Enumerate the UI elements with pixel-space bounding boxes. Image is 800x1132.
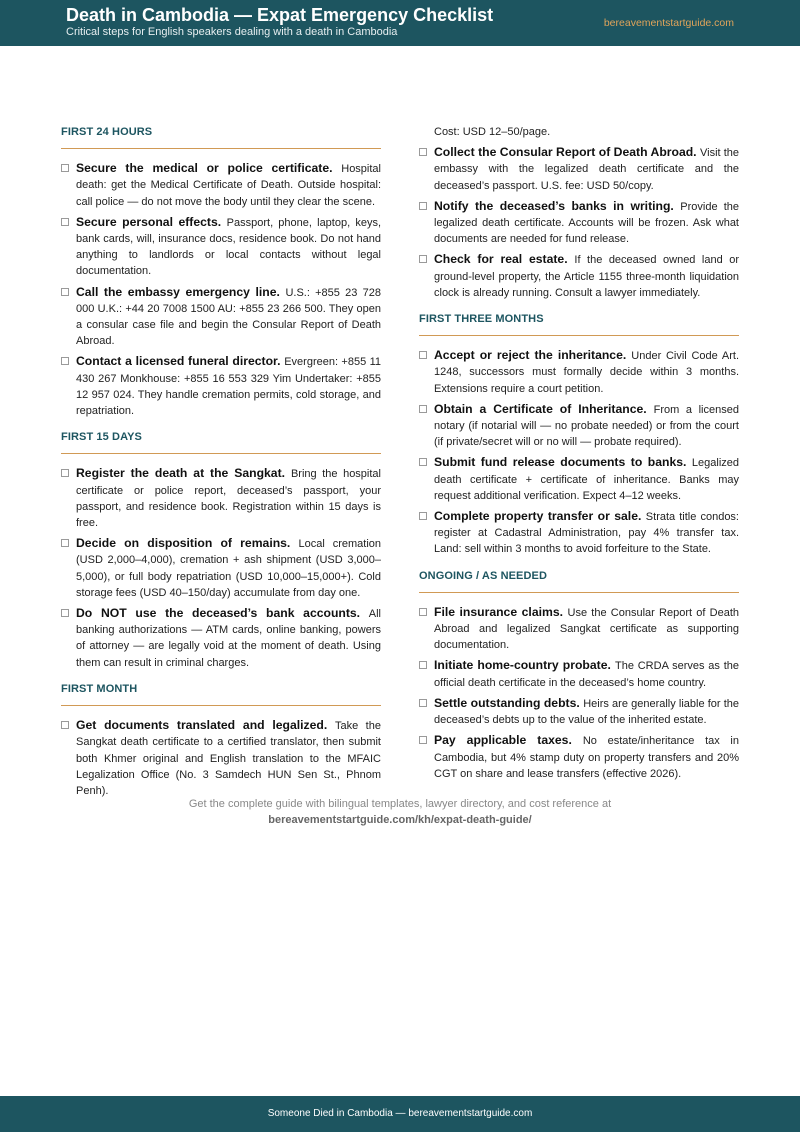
checklist-item	[419, 251, 739, 301]
item-description: Bring the hospital certificate or police report, deceased’s passport, your passport, and residence book. Registration within 15 days is free.	[76, 468, 381, 530]
checkbox[interactable]	[419, 699, 427, 707]
checklist-item	[61, 717, 381, 799]
checklist-item	[61, 160, 381, 210]
item-description: Legalized death certificate + certificate of inheritance. Banks may request additional verification. Expect 4–12 weeks.	[434, 457, 739, 502]
footer-text: Someone Died in Cambodia — bereavementstartguide.com	[267, 1108, 533, 1119]
checkbox[interactable]	[419, 512, 427, 520]
checklist-item	[419, 508, 739, 558]
guide-link[interactable]: bereavementstartguide.com/kh/expat-death-guide/	[268, 814, 532, 826]
item-description: Take the Sangkat death certificate to a certified translator, then submit both Khmer original and English translation to the MFAIC Legalization Office (No. 3 Samdech HUN Sen St., Phnom Penh).	[76, 720, 381, 797]
checkbox[interactable]	[61, 288, 69, 296]
checkbox[interactable]	[419, 255, 427, 263]
checklist-item	[419, 454, 739, 504]
checkbox[interactable]	[419, 405, 427, 413]
checklist-item	[61, 605, 381, 671]
item-title: Get documents translated and legalized.	[76, 718, 335, 733]
checkbox[interactable]	[61, 721, 69, 729]
checkbox[interactable]	[61, 609, 69, 617]
item-description-continued: Cost: USD 12–50/page.	[434, 126, 551, 138]
checkbox[interactable]	[61, 469, 69, 477]
checklist-item	[61, 535, 381, 601]
checkbox[interactable]	[61, 164, 69, 172]
checklist-item	[419, 198, 739, 248]
item-description: The CRDA serves as the official death certificate in the deceased’s home country.	[434, 660, 739, 689]
section-heading-first-three-months: FIRST THREE MONTHS	[419, 311, 739, 336]
checkbox[interactable]	[419, 608, 427, 616]
item-title: Call the embassy emergency line.	[76, 284, 286, 299]
checklist-item	[61, 214, 381, 280]
item-title: Register the death at the Sangkat.	[76, 466, 291, 481]
checklist-item	[419, 657, 739, 690]
section-heading-first-15-days: FIRST 15 DAYS	[61, 429, 381, 454]
left-column	[61, 124, 381, 803]
item-description: Heirs are generally liable for the deceased’s debts up to the value of the inherited estate.	[434, 697, 739, 727]
item-description: From a licensed notary (if notarial will — no probate needed) or from the court (if private/secret will or no will — probate required).	[434, 403, 739, 449]
item-description: U.S.: +855 23 728 000 U.K.: +44 20 7008 1500 AU: +855 23 266 500. They open a consular case file and begin the Consular Report of Death Abroad.	[76, 286, 381, 348]
item-title: Notify the deceased’s banks in writing.	[434, 198, 681, 213]
item-title: Do NOT use the deceased’s bank accounts.	[76, 606, 369, 621]
item-description: Visit the embassy with the legalized death certificate and the deceased’s passport. U.S. fee: USD 50/copy.	[434, 147, 739, 192]
item-description: If the deceased owned land or ground-level property, the Article 1155 three-month liquidation clock is already running. Consult a lawyer immediately.	[434, 254, 739, 299]
checklist-item	[419, 695, 739, 728]
item-title: Accept or reject the inheritance.	[434, 348, 632, 363]
checkbox[interactable]	[419, 148, 427, 156]
item-title: Complete property transfer or sale.	[434, 509, 646, 524]
checkbox[interactable]	[419, 202, 427, 210]
item-description: Provide the legalized death certificate. Accounts will be frozen. Ask what documents are needed for fund release.	[434, 200, 739, 246]
item-description: Strata title condos: register at Cadastral Administration, pay 4% transfer tax. Land: sell within 3 months to avoid forfeiture to the State.	[434, 511, 739, 556]
item-title: Settle outstanding debts.	[434, 695, 584, 710]
item-title: Obtain a Certificate of Inheritance.	[434, 401, 654, 416]
header-bar	[0, 0, 800, 46]
checklist-item	[419, 144, 739, 194]
item-description: All banking authorizations — ATM cards, online banking, powers of attorney — are legally void at the moment of death. Using them can result in criminal charges.	[76, 608, 381, 669]
guide-callout-text: Get the complete guide with bilingual templates, lawyer directory, and cost reference at	[188, 798, 612, 810]
item-title: Decide on disposition of remains.	[76, 536, 299, 551]
checklist-item	[419, 347, 739, 397]
item-title: File insurance claims.	[434, 604, 568, 619]
item-title: Initiate home-country probate.	[434, 658, 615, 673]
checkbox[interactable]	[419, 458, 427, 466]
section-heading-ongoing: ONGOING / AS NEEDED	[419, 568, 739, 593]
item-title: Secure the medical or police certificate.	[76, 161, 342, 176]
item-description: Evergreen: +855 11 430 267 Monkhouse: +855 16 553 329 Yim Undertaker: +855 12 957 024. They handle cremation permits, cold storage, and repatriation.	[76, 356, 381, 418]
item-title: Pay applicable taxes.	[434, 733, 583, 748]
checklist-item	[61, 353, 381, 419]
site-link[interactable]: bereavementstartguide.com	[603, 17, 734, 29]
item-description: Under Civil Code Art. 1248, successors must formally decide within 3 months. Extensions require a court petition.	[434, 350, 739, 395]
checklist-item	[61, 465, 381, 531]
footer-bar	[0, 1096, 800, 1132]
section-heading-first-month: FIRST MONTH	[61, 681, 381, 706]
item-title: Secure personal effects.	[76, 214, 227, 229]
checkbox[interactable]	[419, 661, 427, 669]
checklist-item	[61, 284, 381, 350]
checkbox[interactable]	[61, 218, 69, 226]
item-title: Collect the Consular Report of Death Abroad.	[434, 145, 701, 160]
item-description: Passport, phone, laptop, keys, bank cards, will, insurance docs, residence book. Do not hand anything to landlords or local contacts without legal documentation.	[76, 216, 382, 278]
checklist-item	[419, 732, 739, 782]
item-title: Contact a licensed funeral director.	[76, 354, 285, 369]
page-subtitle: Critical steps for English speakers dealing with a death in Cambodia	[66, 26, 398, 38]
item-description: Local cremation (USD 2,000–4,000), cremation + ash shipment (USD 3,000–5,000), or full body repatriation (USD 10,000–15,000+). Cold storage fees (USD 40–150/day) accumulate from day one.	[76, 538, 382, 599]
checklist-item	[419, 604, 739, 654]
right-column	[419, 124, 739, 786]
item-title: Check for real estate.	[434, 252, 575, 267]
item-description: No estate/inheritance tax in Cambodia, but 4% stamp duty on property transfers and 20% CGT on share and lease transfers (effective 2026).	[434, 735, 739, 780]
page-title: Death in Cambodia — Expat Emergency Checklist	[66, 5, 494, 25]
checkbox[interactable]	[419, 736, 427, 744]
checkbox[interactable]	[61, 357, 69, 365]
guide-callout	[0, 796, 800, 828]
item-description: Hospital death: get the Medical Certificate of Death. Outside hospital: call police — do not move the body until they clear the scene.	[76, 163, 381, 208]
item-description: Use the Consular Report of Death Abroad and legalized Sangkat certificate as supporting documentation.	[434, 606, 740, 652]
section-heading-first-24-hours: FIRST 24 HOURS	[61, 124, 381, 149]
checkbox[interactable]	[419, 351, 427, 359]
checkbox[interactable]	[61, 539, 69, 547]
checklist-item	[419, 401, 739, 451]
item-title: Submit fund release documents to banks.	[434, 455, 692, 470]
